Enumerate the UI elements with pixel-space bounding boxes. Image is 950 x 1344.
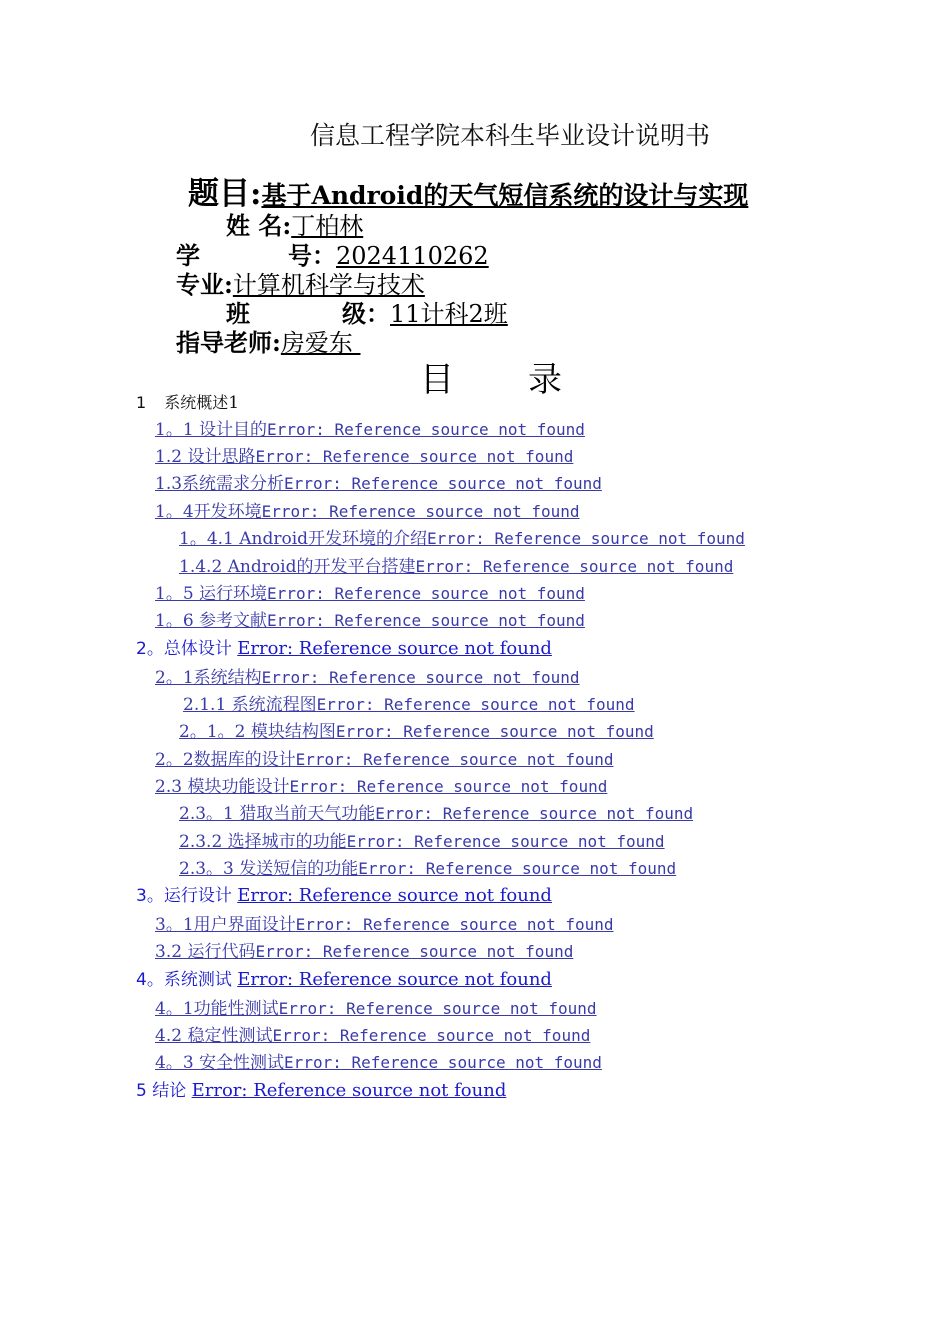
toc-entry-link[interactable]	[155, 942, 573, 961]
toc-entry[interactable]	[155, 915, 614, 935]
toc-entry-label: 2。1。2 模块结构图	[179, 722, 336, 742]
toc-entry-link[interactable]	[155, 420, 585, 439]
toc-entry-link[interactable]	[155, 611, 585, 630]
toc-entry-label: 2。2数据库的设计	[155, 750, 296, 770]
school-title: 信息工程学院本科生毕业设计说明书	[310, 121, 711, 150]
toc-entry[interactable]	[179, 804, 693, 824]
toc-entry[interactable]	[155, 474, 602, 494]
toc-entry-reference-link[interactable]: Error: Reference source not found	[237, 969, 552, 990]
field-student-id-label-a: 学	[176, 241, 200, 270]
toc-entry-label: 3.2 运行代码	[155, 942, 256, 962]
toc-entry-reference: Error: Reference source not found	[255, 942, 574, 961]
toc-entry-label: 2。总体设计	[136, 639, 238, 659]
toc-entry[interactable]	[136, 970, 552, 990]
field-class-label-a: 班	[226, 299, 250, 328]
toc-entry[interactable]	[155, 502, 580, 522]
toc-entry-label: 1。4开发环境	[155, 502, 262, 522]
toc-entry[interactable]	[179, 557, 733, 577]
field-advisor-label: 指导老师:	[176, 328, 281, 357]
toc-entry-reference-link[interactable]: Error: Reference source not found	[237, 885, 552, 906]
field-class-value: 11计科2班	[390, 300, 508, 328]
toc-entry-reference: Error: Reference source not found	[272, 1026, 591, 1045]
field-advisor	[176, 323, 361, 358]
toc-entry-reference: Error: Reference source not found	[375, 804, 694, 823]
toc-entry[interactable]	[155, 611, 585, 631]
toc-entry-label: 1.2 设计思路	[155, 447, 256, 467]
toc-entry-label: 1.4.2 Android的开发平台搭建	[179, 557, 416, 577]
toc-entry-label: 5 结论	[136, 1081, 192, 1101]
field-major-value: 计算机科学与技术	[232, 271, 425, 299]
toc-entry-link[interactable]	[179, 529, 745, 548]
toc-entry-label: 1.3系统需求分析	[155, 474, 285, 494]
toc-entry-reference: Error: Reference source not found	[284, 1053, 602, 1072]
toc-entry-label: 2.1.1 系统流程图	[183, 695, 317, 715]
toc-entry[interactable]	[179, 832, 665, 852]
toc-entry[interactable]	[179, 722, 654, 742]
toc-entry-reference: Error: Reference source not found	[346, 832, 665, 851]
toc-heading: 目 录	[420, 360, 564, 400]
toc-entry[interactable]	[155, 777, 607, 797]
toc-entry[interactable]	[155, 750, 614, 770]
toc-entry-link[interactable]	[155, 999, 597, 1018]
toc-entry-link[interactable]	[179, 804, 693, 823]
toc-entry-label: 1。4.1 Android开发环境的介绍	[179, 529, 428, 549]
toc-entry-reference: Error: Reference source not found	[335, 722, 654, 741]
toc-entry-link[interactable]	[155, 915, 614, 934]
toc-entry-label: 4。3 安全性测试	[155, 1053, 285, 1073]
toc-entry-link[interactable]	[155, 584, 585, 603]
toc-entry[interactable]	[155, 447, 573, 467]
toc-entry-link[interactable]	[183, 695, 635, 714]
toc-entry-label: 3。1用户界面设计	[155, 915, 296, 935]
toc-entry-label: 2.3。1 猎取当前天气功能	[179, 804, 376, 824]
toc-entry-reference: Error: Reference source not found	[267, 584, 585, 603]
toc-entry[interactable]	[155, 999, 597, 1019]
field-name-value: 丁柏林	[291, 212, 364, 240]
toc-entry-reference: Error: Reference source not found	[267, 420, 585, 439]
toc-entry[interactable]	[155, 942, 573, 962]
toc-entry-link[interactable]	[179, 832, 665, 851]
thesis-title-label: 题目:	[188, 176, 262, 212]
toc-entry-reference: Error: Reference source not found	[427, 529, 745, 548]
toc-entry-first-page: 1	[228, 393, 240, 413]
toc-entry[interactable]	[155, 420, 585, 440]
toc-entry-link[interactable]	[155, 447, 573, 466]
toc-entry[interactable]	[183, 695, 635, 715]
toc-entry-link[interactable]	[155, 750, 614, 769]
toc-entry[interactable]	[179, 859, 676, 879]
toc-entry-label: 4。系统测试	[136, 970, 238, 990]
toc-entry-reference: Error: Reference source not found	[289, 777, 608, 796]
toc-entry-link[interactable]	[179, 722, 654, 741]
toc-entry-reference: Error: Reference source not found	[255, 447, 574, 466]
toc-entry-label: 4。1功能性测试	[155, 999, 279, 1019]
toc-entry-reference: Error: Reference source not found	[415, 557, 734, 576]
toc-entry-link[interactable]	[155, 777, 607, 796]
toc-entry-label: 2。1系统结构	[155, 668, 262, 688]
toc-entry[interactable]	[155, 1053, 602, 1073]
toc-entry-reference-link[interactable]: Error: Reference source not found	[191, 1080, 507, 1101]
toc-entry-label: 3。运行设计	[136, 886, 238, 906]
toc-entry-reference: Error: Reference source not found	[284, 474, 602, 493]
toc-entry-label: 1。6 参考文献	[155, 611, 268, 631]
field-class-label-b: 级：	[342, 299, 390, 328]
toc-entry-link[interactable]	[155, 474, 602, 493]
toc-entry-first[interactable]	[136, 393, 239, 413]
toc-entry-reference: Error: Reference source not found	[267, 611, 585, 630]
toc-entry-first-label: 系统概述	[164, 393, 229, 412]
toc-entry[interactable]	[179, 529, 745, 549]
toc-entry-link[interactable]	[155, 502, 580, 521]
toc-entry-link[interactable]	[155, 668, 580, 687]
toc-entry-reference: Error: Reference source not found	[261, 502, 580, 521]
toc-entry-reference-link[interactable]: Error: Reference source not found	[237, 638, 552, 659]
toc-entry-reference: Error: Reference source not found	[261, 668, 580, 687]
toc-entry-link[interactable]	[179, 859, 676, 878]
toc-entry-reference: Error: Reference source not found	[295, 915, 614, 934]
toc-entry-link[interactable]	[155, 1053, 602, 1072]
toc-entry-label: 2.3.2 选择城市的功能	[179, 832, 347, 852]
field-major-label: 专业:	[176, 270, 233, 299]
thesis-title-value: 基于Android的天气短信系统的设计与实现	[261, 181, 749, 210]
toc-entry-reference: Error: Reference source not found	[358, 859, 677, 878]
toc-entry-label: 1。5 运行环境	[155, 584, 268, 604]
toc-entry[interactable]	[155, 584, 585, 604]
toc-entry[interactable]	[136, 886, 552, 906]
field-advisor-value: 房爱东	[280, 329, 361, 357]
toc-entry-label: 2.3。3 发送短信的功能	[179, 859, 359, 879]
toc-entry-link[interactable]	[155, 1026, 590, 1045]
toc-entry[interactable]	[136, 639, 552, 659]
toc-entry-reference: Error: Reference source not found	[295, 750, 614, 769]
field-name-label: 姓 名:	[226, 211, 292, 240]
toc-entry-first-number: 1	[136, 393, 147, 412]
field-student-id-label-b: 号：	[288, 241, 336, 270]
toc-entry-link[interactable]	[179, 557, 733, 576]
toc-entry[interactable]	[155, 1026, 590, 1046]
toc-entry-label: 4.2 稳定性测试	[155, 1026, 273, 1046]
field-student-id-value: 2024110262	[336, 242, 489, 270]
toc-entry[interactable]	[155, 668, 580, 688]
toc-entry-label: 2.3 模块功能设计	[155, 777, 290, 797]
toc-entry-reference: Error: Reference source not found	[316, 695, 635, 714]
toc-entry-label: 1。1 设计目的	[155, 420, 268, 440]
toc-entry-reference: Error: Reference source not found	[278, 999, 597, 1018]
toc-entry[interactable]	[136, 1081, 506, 1101]
